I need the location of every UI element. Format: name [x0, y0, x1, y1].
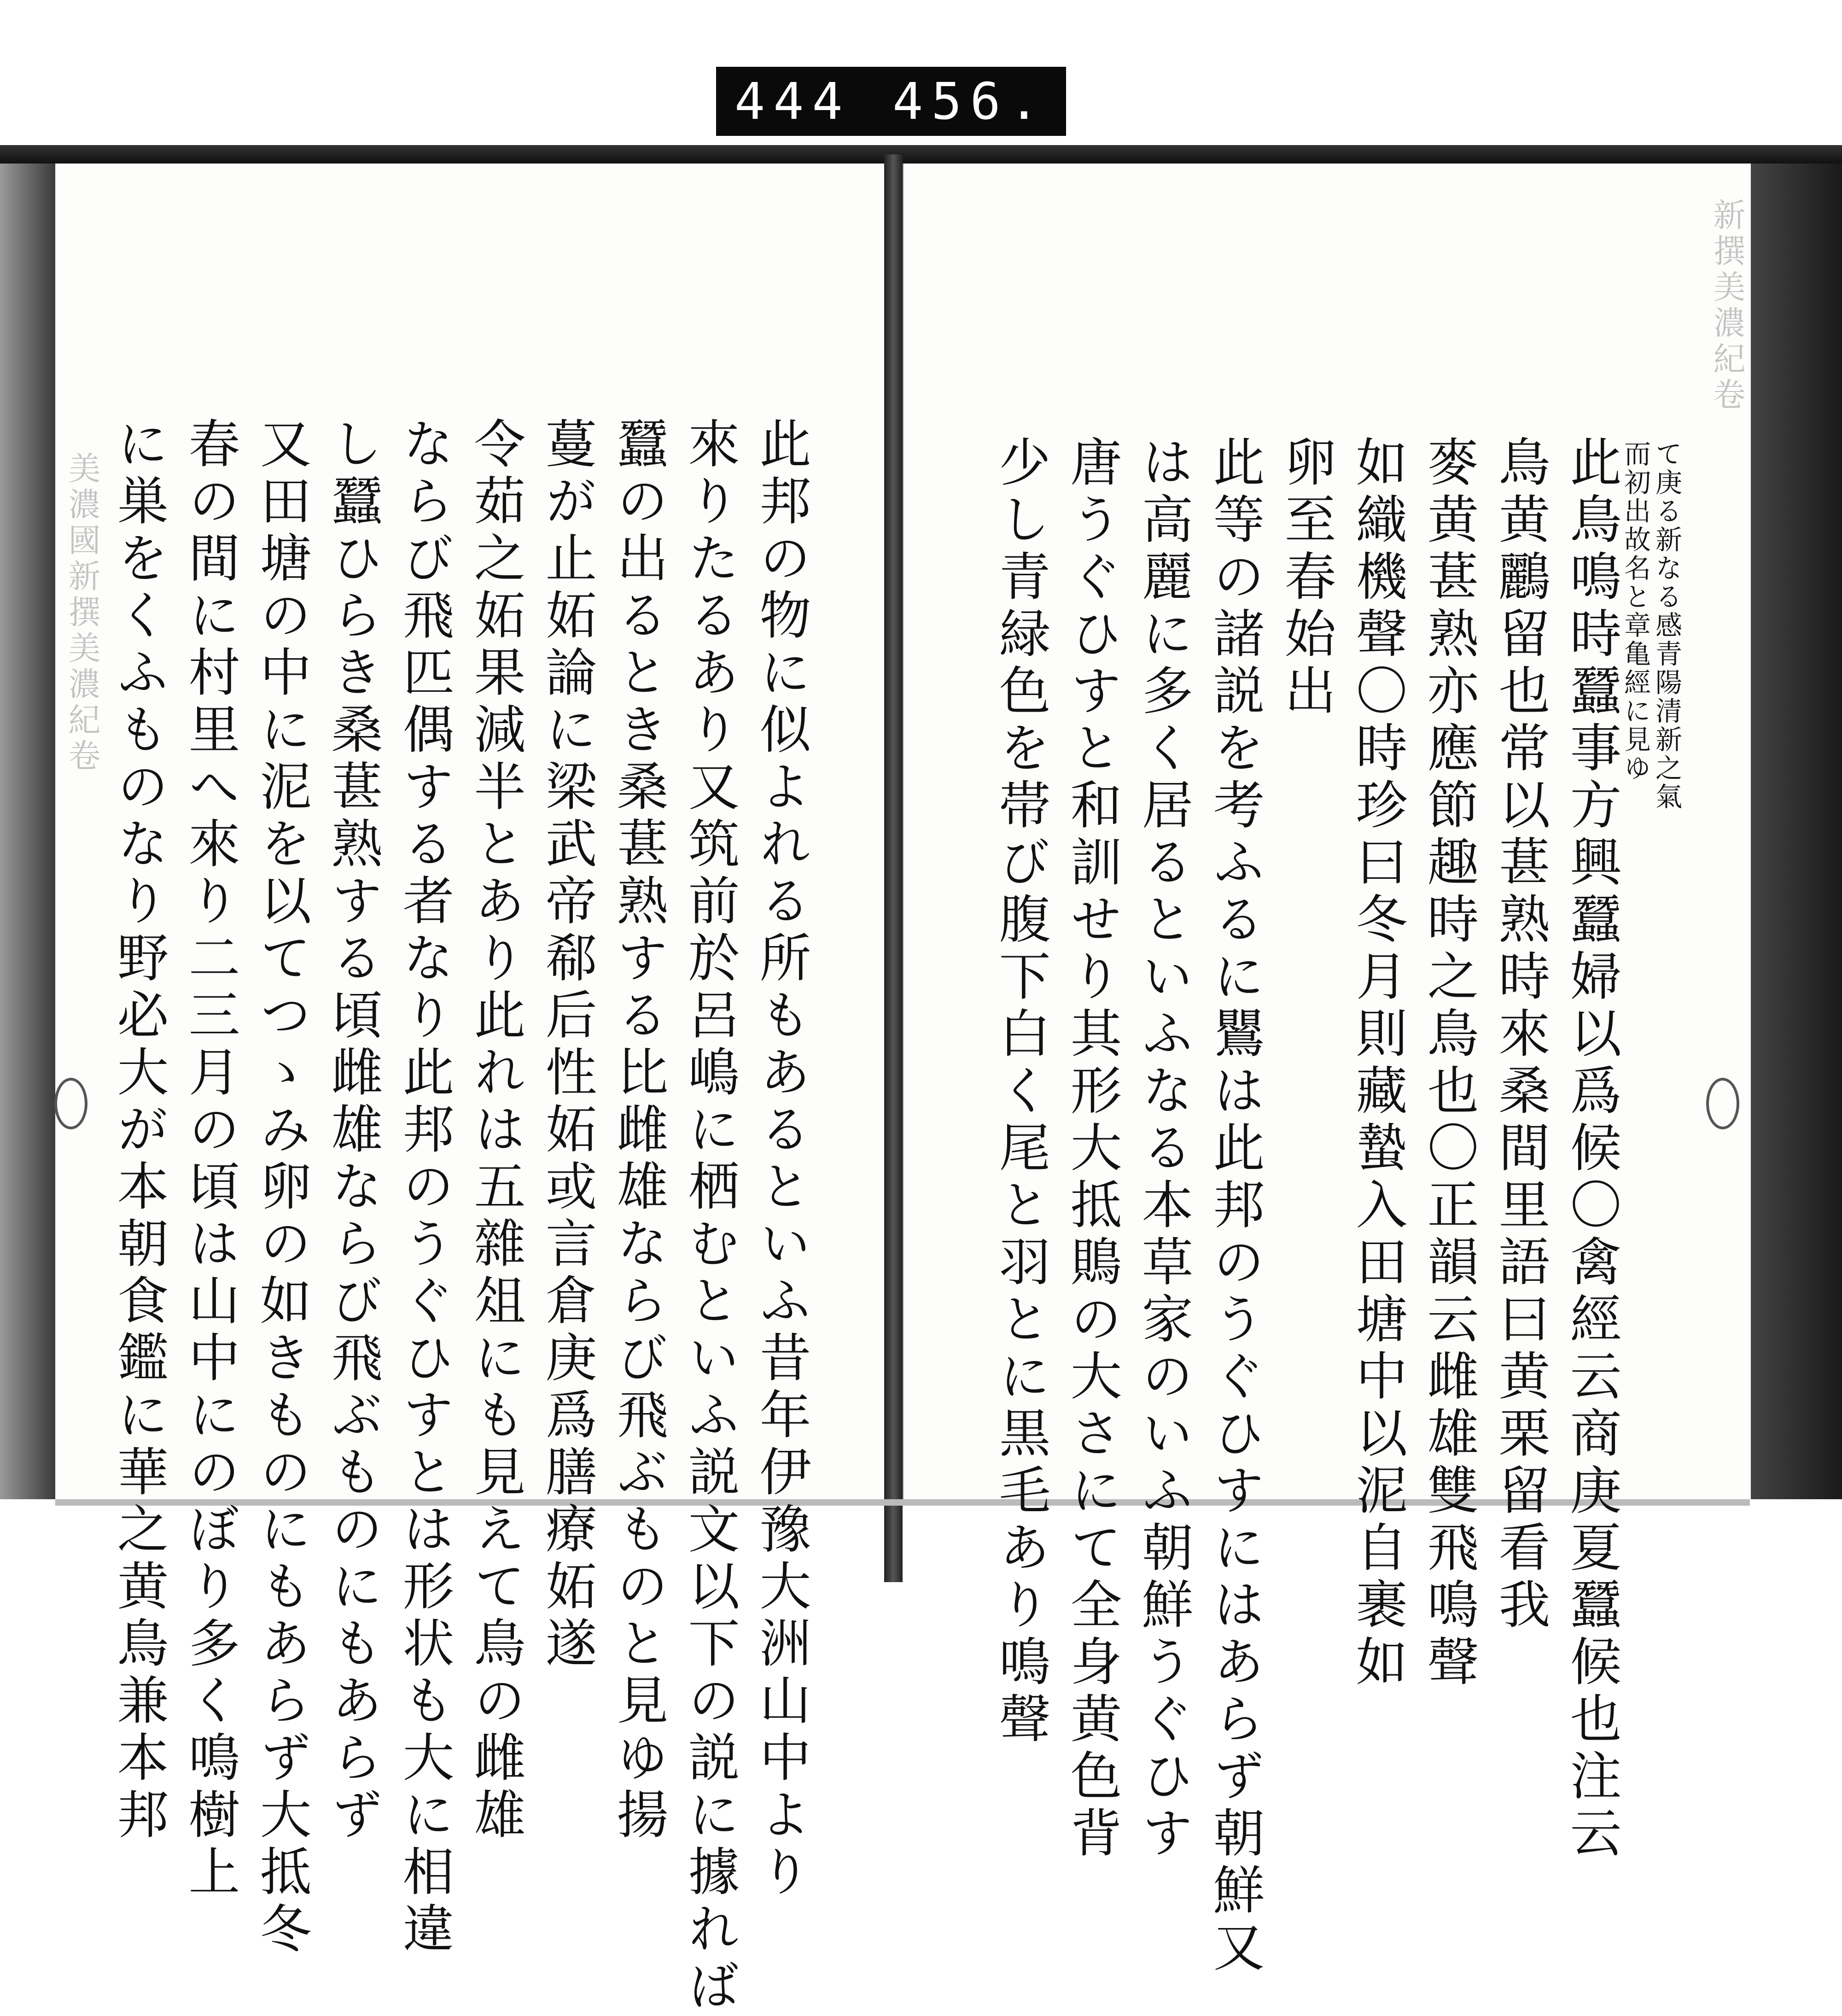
left-col-4: 令茹之妬果減半とあり此れは五雜俎にも見えて鳥の雌雄	[466, 417, 525, 1845]
book-cover-right	[1750, 164, 1842, 1499]
right-col-2: 此鳥鳴時蠶事方興蠶婦以爲候〇禽經云商庚夏蠶候也注云	[1562, 435, 1621, 1863]
call-number-right: 456.	[892, 72, 1048, 131]
left-col-8: 春の間に村里へ來り二三月の頃は山中にのぼり多く鳴樹上	[180, 417, 240, 1902]
left-col-6: し蠶ひらき桑葚熟する頃雌雄ならび飛ぶものにもあらず	[323, 417, 383, 1845]
left-col-9: に巣をくふものなり野必大が本朝食鑑に華之黄鳥兼本邦	[109, 417, 169, 1845]
book-gutter	[884, 154, 903, 1582]
spine-title-right: 新撰美濃紀卷	[1708, 198, 1746, 414]
right-col-8: は高麗に多く居るといふなる本草家のいふ朝鮮うぐひす	[1133, 435, 1193, 1863]
binding-ring-left	[54, 1078, 87, 1129]
right-col-3: 鳥黄鸝留也常以葚熟時來桑間里語曰黄栗留看我	[1490, 435, 1550, 1635]
left-col-1: 來りたるあり又筑前於呂嶋に栖むといふ説文以下の説に據れば	[680, 417, 740, 2016]
right-col-5: 如織機聲〇時珍曰冬月則藏蟄入田塘中以泥自裹如	[1347, 435, 1407, 1692]
spine-title-left: 美濃國新撰美濃紀卷	[63, 451, 101, 775]
left-col-7: 又田塘の中に泥を以てつゝみ卵の如きものにもあらず大抵冬	[251, 417, 311, 1959]
left-col-3: 蔓が止妬論に梁武帝郗后性妬或言倉庚爲膳療妬遂	[537, 417, 597, 1673]
call-number-label	[716, 67, 1066, 136]
call-number-left: 444	[734, 72, 851, 131]
right-col-4: 麥黄葚熟亦應節趣時之鳥也〇正韻云雌雄雙飛鳴聲	[1419, 435, 1479, 1692]
right-col-6: 卵至春始出	[1276, 435, 1336, 721]
right-col-1: て庚る新なる感青陽清新之氣	[1651, 440, 1682, 811]
right-col-7: 此等の諸説を考ふるに鸎は此邦のうぐひすにはあらず朝鮮又	[1205, 435, 1265, 1977]
binding-ring-right	[1706, 1078, 1739, 1129]
left-col-0: 此邦の物に似よれる所もあるといふ昔年伊豫大洲山中より	[751, 417, 811, 1902]
book-cover-left	[0, 164, 55, 1499]
right-col-10: 少し青緑色を帯び腹下白く尾と羽とに黒毛あり鳴聲	[991, 435, 1050, 1749]
right-col-9: 唐うぐひすと和訓せり其形大抵鵙の大さにて全身黄色背	[1062, 435, 1122, 1863]
left-col-5: ならび飛匹偶する者なり此邦のうぐひすとは形状も大に相違	[394, 417, 454, 1959]
left-col-2: 蠶の出るとき桑葚熟する比雌雄ならび飛ぶものと見ゆ揚	[608, 417, 668, 1845]
book-cover-top	[0, 145, 1842, 164]
right-col-0: 而初出故名と章亀經に見ゆ	[1620, 440, 1651, 783]
